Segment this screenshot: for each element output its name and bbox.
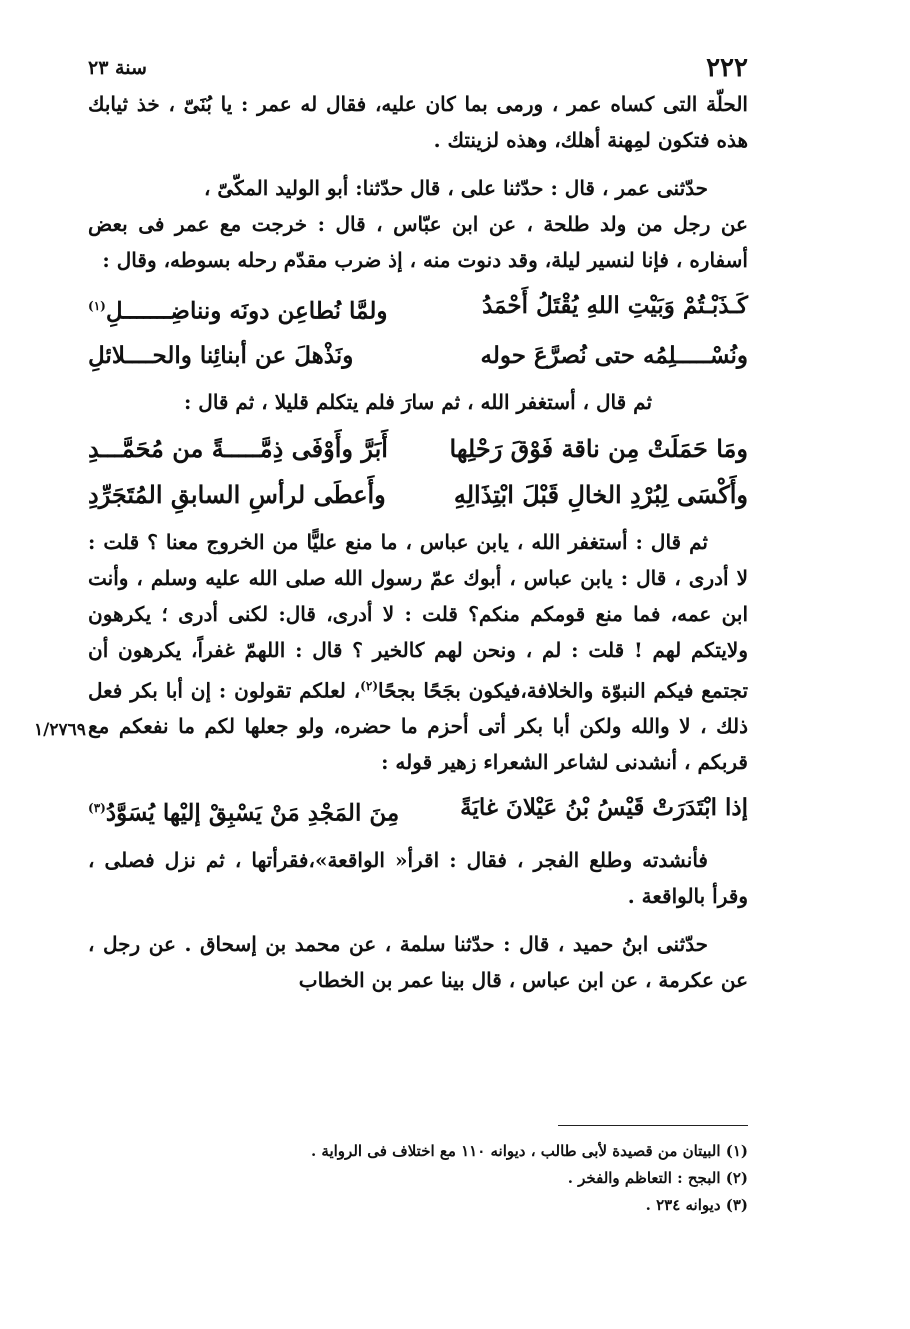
verse-group-1 (88, 284, 748, 378)
paragraph-2: عن رجل من ولد طلحة ، عن ابن عبّاس ، قال : خرجت مع عمر فى بعض أسفاره ، فإنا لنسير ليلة، وقد دنوت منه ، إذ ضرب مقدّم رحله بسوطه، وقال : (88, 212, 748, 272)
main-text (88, 86, 748, 998)
paragraph-2-opening: حدّثنى عمر ، قال : حدّثنا على ، قال حدّثنا: أبو الوليد المكّىّ ، (203, 176, 708, 200)
paragraph-1: الحلّة التى كساه عمر ، ورمى بما كان عليه، فقال له عمر : يا بُنَىّ ، خذ ثيابك هذه فتكون لمِهنة أهلك، وهذه لزينتك . (88, 92, 748, 152)
verse-4-first-half: وأَكْسَى لِبُرْدِ الخالِ قَبْلَ ابْتِذَالِهِ (453, 479, 748, 509)
verse-2-first-half: ونُسْـــــلِمُه حتى نُصرَّعَ حوله (480, 341, 748, 369)
page-number: ٢٢٢ (706, 53, 748, 83)
verse-line-2 (88, 334, 748, 378)
footnote-3: (٣) ديوانه ٢٣٤ . (645, 1196, 748, 1214)
page-header (88, 50, 748, 86)
verse-5-first-half: إذا ابْتَدَرَتْ قَيْسُ بْنُ عَيْلانَ غايَةً (460, 794, 748, 822)
paragraph-5: فأنشدته وطلع الفجر ، فقال : اقرأ« الواقعة»،فقرأتها ، ثم نزل فصلى ، وقرأ بالواقعة . (88, 847, 748, 908)
footnotes (188, 1138, 748, 1219)
verse-2-second-half: ونَذْهلَ عن أبنائِنا والحــــلائلِ (88, 341, 354, 369)
verse-line-1 (88, 284, 748, 334)
verse-line-3 (88, 426, 748, 472)
margin-reference: ١/٢٧٦٩ (34, 720, 86, 740)
footnote-divider (558, 1125, 748, 1126)
year-label: سنة ٢٣ (88, 57, 147, 79)
verse-1-second-half: ولمَّا نُطاعِن دونَه ونناضِـــــــلِ$^{(١)}$ (88, 297, 388, 325)
verse-line-4 (88, 472, 748, 518)
footnote-1: (١) البيتان من قصيدة لأبى طالب ، ديوانه ١١٠ مع اختلاف فى الرواية . (310, 1142, 748, 1160)
verse-3-first-half: ومَا حَمَلَتْ مِن ناقة فَوْقَ رَحْلِها (449, 433, 748, 463)
verse-line-5 (88, 786, 748, 836)
verse-group-3 (88, 786, 748, 836)
verse-1-first-half: كَـذَبْـتُمْ وَبَيْتِ اللهِ يُقْتَلُ أَحْمَدُ (482, 292, 748, 319)
verse-3-second-half: أَبَرَّ وأَوْفَى ذِمَّـــــةً من مُحَمَّـــدِ (88, 433, 388, 463)
paragraph-4: ثم قال : أستغفر الله ، يابن عباس ، ما منع عليًّا من الخروج معنا ؟ قلت : لا أدرى ، قال : يابن عباس ، أبوك عمّ رسول الله صلى الله عليه وسلم ، وأنت ابن عمه، فما منع قومكم منكم؟ قلت : لا أدرى، قال: لكنى أدرى ؛ يكرهون ولايتكم لهم ! قلت : لم ، ونحن لهم كالخير ؟ قال : اللهمّ غفراً، يكرهون أن تجتمع فيكم النبوّة والخلافة،فيكون بجَحًا بجحًا$^{(٢)}$، لعلكم تقولون : إن أبا بكر فعل ذلك ، لا والله ولكن أبا بكر أتى أحزم ما حضره، ولو جعلها لكم ما نفعكم مع قربكم ، أنشدنى لشاعر الشعراء زهير قوله : (88, 529, 749, 775)
footnote-2: (٢) البجح : التعاظم والفخر . (567, 1169, 748, 1187)
footnote-marker-2: (٢) (360, 678, 378, 693)
footnote-marker-1: (١) (88, 299, 106, 313)
verse-4-second-half: وأَعطَى لرأسِ السابقِ المُتَجَرِّدِ (88, 479, 386, 509)
page-body (88, 50, 748, 998)
paragraph-6: حدّثنى ابنُ حميد ، قال : حدّثنا سلمة ، عن محمد بن إسحاق . عن رجل ، عن عكرمة ، عن ابن عباس ، قال بينا عمر بن الخطاب (88, 931, 748, 992)
footnote-marker-3: (٣) (88, 801, 106, 816)
verse-5-second-half: مِنَ المَجْدِ مَنْ يَسْبِقْ إليْها يُسَوَّدُ$^{(٣)}$ (88, 799, 400, 827)
paragraph-3: ثم قال ، أستغفر الله ، ثم سارَ فلم يتكلم قليلا ، ثم قال : (183, 389, 653, 414)
verse-group-2 (88, 426, 748, 518)
